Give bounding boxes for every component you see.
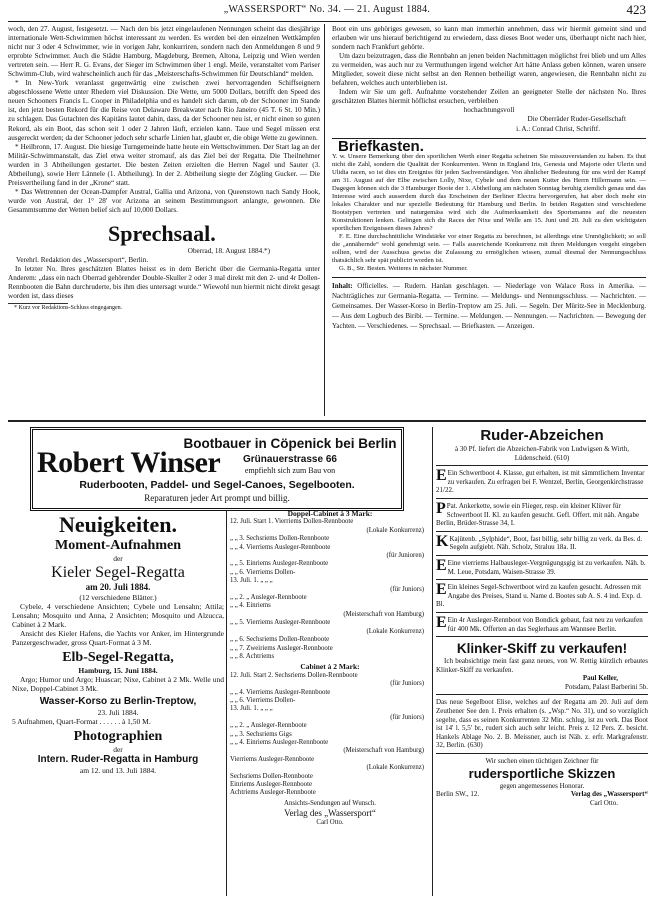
race-label: „ „ 4. Vierriems Ausleger-Rennboote xyxy=(230,543,331,551)
footnote: * Kurz vor Redaktions-Schluss eingegangen. xyxy=(14,305,123,312)
race-label: „ „ 4. Einriems Ausleger-Rennboote xyxy=(230,738,329,746)
classified-ad-text: Ein kleines Segel-Schwertboot wird zu kaufen gesucht. Adressen mit Angabe des Preises, Stand u. Name d. Bootes sub A. S. 4 ind. Exp. d. Bl. xyxy=(436,583,642,609)
kiel-title: Kieler Segel-Regatta xyxy=(51,564,185,581)
race-label: „ „ 3. Sechsriems Gigs xyxy=(230,730,292,738)
elb-text: Argo; Humor und Argo; Huascar; Nixe, Cabinet à 2 Mk. Welle und Nixe, Doppel-Cabinet 3 Mk. xyxy=(12,675,224,693)
race-label: 13. Juli. 1. „ „ „ xyxy=(230,705,273,713)
right-column xyxy=(332,25,646,417)
race-row xyxy=(230,636,430,644)
race-label: „ „ 6. Vierriems Dollen- xyxy=(230,696,296,704)
neuigkeiten-ad xyxy=(12,512,224,896)
news-paragraph: * Das Wettrennen der Ocean-Dampfer Austral, Gallia und Arizona, von Queenstown nach Sandy Hook, wurde von Austral, der 1° 28' vor Arizona an seinem Bestimmungsort anlangte, gewonnen. Die Gesammtsumme der Wetten belief sich auf 10,000 Dollars. xyxy=(8,187,320,214)
winser-name: Robert Winser xyxy=(37,446,221,479)
race-note: (Lokale Konkurrenz) xyxy=(366,764,424,772)
page-header xyxy=(8,4,646,20)
cabinet-heading: Cabinet à 2 Mark: xyxy=(300,662,360,672)
classified-ad-text: Ein Schwertboot 4. Klasse, gut erhalten, ist mit sämmtlichem Inventar zu verkaufen. Zu erfragen bei F. Wentzel, Berlin, Georgenkirchstrasse 21/22. xyxy=(436,469,645,495)
race-row xyxy=(230,602,430,619)
winser-repairs: Reparaturen jeder Art prompt und billig. xyxy=(144,493,290,503)
sprechsaal-text: In letzter No. Ihres geschätzten Blattes heisst es in dem Bericht über die Germania-Regatta unter Anderem: „dass ein nach Oberrad gehörender Double-Skuller 2 oder 3 mal direkt mit den 2- und 4r Dollen-Rennbooten die Bahn durchruderte, bis ihm dies untersagt wurde.“ Wiewohl nun hiermit nicht direkt gesagt worden ist, dass dieses xyxy=(8,265,320,301)
race-label: „ „ 6. Sechsriems Dollen-Rennboote xyxy=(230,636,330,644)
elb-date: Hamburg, 15. Juni 1884. xyxy=(78,666,158,675)
race-row xyxy=(230,672,430,689)
race-label: „ „ 3. Sechsriems Dollen-Rennboote xyxy=(230,535,330,543)
kiel-text-2: Ansicht des Kieler Hafens, die Yachts vor Anker, im Hintergrunde Panzergeschwader, gross Quart-Format à 3 M. xyxy=(12,629,224,647)
classified-ad-text: Pat. Ankerkette, sowie ein Flieger, resp. ein kleiner Klüver für Schwertboot II. Kl. zu kaufen gesucht. Gefl. Offert. mit näh. Angabe Berlin, Brüder-Strasse 34, I. xyxy=(436,501,640,528)
classified-ad: P Pat. Ankerkette, sowie ein Flieger, resp. ein kleiner Klüver für Schwertboot II. Kl. zu kaufen gesucht. Gefl. Offert. mit näh. Angabe Berlin, Brüder-Strasse 34, I. xyxy=(436,499,640,528)
klinker-address: Potsdam, Palast Barberini 5b. xyxy=(564,682,648,691)
race-note: (für Juniors) xyxy=(390,585,424,593)
skizzen-title: rudersportliche Skizzen xyxy=(468,765,616,781)
race-row xyxy=(230,756,430,773)
race-row xyxy=(230,789,430,797)
race-row xyxy=(230,560,430,568)
briefkasten-entry: Y. w. Unsere Bemerkung über den sportlichen Werth einer Regatta scheinen Sie misszuverstanden zu haben. Es thut nicht die Zahl, sondern die Qualität der Konkurrenten. Wenn in England Iris, Genesta und Majorie oder Ulerin und Ulidia racen, so ist dies ein Ereigniss für jeden Sachverständigen. Von ähnlicher Bedeutung für uns wird der Kampf am 31. August auf der Elbe zwischen Lolly, Nixe, Cybele und dem neuen Kutter des Herrn Hillermann sein. — Dagegen können sich die 3 Hamburger Boote der 1. Abtheilung am nächsten Sonntag beruhig ziemlich genau und das Interesse wird auch ausserdem durch das Erscheinen der Berliner Electra hervorgerufen, hat aber doch mehr ein lokales Charakter und nur spezielle Bedeutung für Hamburg und Berlin. In beiden Regatten sind verschiedene Bootstypen vertreten und naturgemäss wird sich die Aufmerksamkeit des Sportsmanns auf die neuesten Konstruktionen lenken. Gelingen sich die Races der Nixe und Welle am 15. Juni und 20. Juli zu den wichtigsten sportlichen Ereignissen dieses Jahres? xyxy=(332,152,646,232)
winser-products: Ruderbooten, Paddel- und Segel-Canoes, Segelbooten. xyxy=(79,479,355,491)
race-note: (für Junioren) xyxy=(386,552,424,560)
letter-signature: Die Oberräder Ruder-Gesellschaft xyxy=(527,115,626,124)
verlag-carl: Carl Otto. xyxy=(316,819,344,827)
race-label: „ „ 7. Zweiriems Ausleger-Rennboote xyxy=(230,644,333,652)
race-label: Sechsriems Dollen-Rennboote xyxy=(230,772,313,780)
race-row xyxy=(230,731,430,739)
letter-paragraph: Indem wir Sie um gefl. Aufnahme vorstehender Zeilen an geeigneter Stelle der nächsten No. Ihres geschätzten Blattes hiermit höflichst ersuchen, verbleiben xyxy=(332,88,646,106)
race-label: „ „ 5. Einriems Ausleger-Rennboote xyxy=(230,560,329,568)
race-note: (Lokale Konkurrenz) xyxy=(366,526,424,534)
korso-text: 5 Aufnahmen, Quart-Format . . . . . . à 1,50 M. xyxy=(12,717,151,726)
race-row xyxy=(230,653,430,661)
race-row xyxy=(230,619,430,636)
classified-ad-text: Kajütenb. „Sylphide“, Boot, fast billig, sehr billig zu verk. da Bes. d. Segeln aufgiebt. Näh. Scholz, Straluu 18a. II. xyxy=(449,534,643,552)
race-row xyxy=(230,645,430,653)
page-header-title: „WASSERSPORT“ No. 34. — 21. August 1884. xyxy=(223,4,431,15)
race-row xyxy=(230,518,430,535)
skizzen-intro: Wir suchen einen tüchtigen Zeichner für xyxy=(485,757,599,766)
race-note: (Lokale Konkurrenz) xyxy=(366,627,424,635)
race-row xyxy=(230,577,430,594)
winser-address: Grünauerstrasse 66 xyxy=(243,454,337,465)
race-label: Vierriems Ausleger-Rennboote xyxy=(230,755,315,763)
race-row xyxy=(230,535,430,543)
letter-paragraph: Boot ein uns gehöriges gewesen, so kann man immerhin annehmen, dass wir hiermit gemeint sind und erlauben wir uns hierauf berichtigend zu erwiedern, dass dieses Boot weder uns, überhaupt nicht nach hier, sondern nach Frankfurt gehörte. xyxy=(332,25,646,52)
elb-title: Elb-Segel-Regatta, xyxy=(62,650,174,665)
race-row xyxy=(230,773,430,781)
race-label: „ „ 8. Achtriems xyxy=(230,652,275,660)
doppel-cabinet-list xyxy=(230,510,430,898)
race-row xyxy=(230,544,430,561)
winser-line: Bootbauer in Cöpenick bei Berlin xyxy=(183,436,397,451)
classified-ad: E Ein Schwertboot 4. Klasse, gut erhalten, ist mit sämmtlichem Inventar zu verkaufen. Zu erfragen bei F. Wentzel, Berlin, Georgenkirchstrasse 21/22. xyxy=(436,467,645,495)
classified-ad: E Ein 4r Ausleger-Rennboot von Bondick gebaut, fast neu zu verkaufen für 400 Mk. Offerten an das Seglerhaus am Wannsee Berlin. xyxy=(436,613,643,633)
race-row xyxy=(230,569,430,577)
race-label: Achtriems Ausleger-Rennboote xyxy=(230,789,316,797)
intern-title: Intern. Ruder-Regatta in Hamburg xyxy=(37,754,199,765)
race-row xyxy=(230,705,430,722)
race-label: 13. Juli. 1. „ „ „ xyxy=(230,577,273,585)
kiel-text: Cybele, 4 verschiedene Ansichten; Cybele und Lensahn; Attila; Lensahn; Mosquito und Anna, 2 Ansichten; Mosquito und Alzucca, Cabinet à 2 Mark. xyxy=(12,602,224,629)
letter-signature-2: i. A.: Conrad Christ, Schriftf. xyxy=(516,124,600,133)
section-rule xyxy=(8,420,646,422)
sprechsaal-address: Verehrl. Redaktion des „Wassersport“, Berlin. xyxy=(16,256,149,265)
korso-date: 23. Juli 1884. xyxy=(97,708,139,717)
der-label: der xyxy=(113,554,123,563)
photo-title: Photographien xyxy=(73,729,163,744)
race-label: „ „ 6. Vierriems Dollen- xyxy=(230,568,296,576)
intern-date: am 12. und 13. Juli 1884. xyxy=(79,766,157,775)
race-row xyxy=(230,697,430,705)
race-label: „ „ 5. Vierriems Ausleger-Rennboote xyxy=(230,619,331,627)
briefkasten-entry: F. E. Eine durchschnittliche Windstärke vor einer Regatta zu berechnen, ist allerdings eine Unmöglichkeit; so soll die „annähernde“ wohl genehmigt sein. — Falls ausreichende Konkurrenz mit ihren Meldungen vorgeht eingeben sollten, wird der Ausschuss gewiss die Zulassung zu ermöglichen wissen, zumal diesmal der Nennungsschluss thatsächlich sehr spät publicirt worden ist. xyxy=(332,232,646,264)
race-row xyxy=(230,594,430,602)
column-divider xyxy=(324,24,325,416)
race-label: „ „ 2. „ Ausleger-Rennboote xyxy=(230,594,307,602)
race-row xyxy=(230,739,430,756)
winser-line: empfiehlt sich zum Bau von xyxy=(244,466,336,475)
klinker-title: Klinker-Skiff zu verkaufen! xyxy=(456,641,628,657)
race-row xyxy=(230,781,430,789)
winser-ad xyxy=(30,427,404,511)
skizzen-carl: Carl Otto. xyxy=(590,798,618,807)
photo-der: der xyxy=(113,745,123,754)
abzeichen-text: à 30 Pf. liefert die Abzeichen-Fabrik von Ludwigsen & Wirth, Lüdenscheid. (610) xyxy=(455,445,629,462)
verlag-label: Verlag des „Wassersport“ xyxy=(284,808,376,819)
elise-ad: Das neue Segelboot Elise, welches auf der Regatta am 20. Juli auf dem Zeuthener See den 1. Preis erhalten (s. „Wsp.“ No. 31), und so vorzüglich segelte, dass es seinen Konkurrenten 32 Min. schlug, ist zu verk. Das Boot ist 14' l. 5,5' br., rudert sich auch sehr leicht. Preis z. 12 Pers. Z. besicht. Hankels Ablage No. 2. B. Meissner, auch ist Näh. z. erfr. Markgrafenstr. 32, Berlin. (630) xyxy=(436,698,648,750)
briefkasten-entry: G. B., Str. Besten. Weiteres in nächster Nummer. xyxy=(339,264,468,272)
race-row xyxy=(230,689,430,697)
abzeichen-title: Ruder-Abzeichen xyxy=(480,427,604,444)
skizzen-text: gegen angemessenes Honorar. xyxy=(499,781,585,790)
kiel-subtitle: (12 verschiedene Blätter.) xyxy=(79,593,157,602)
classified-ads xyxy=(436,427,648,897)
letter-closing: hochachtungsvoll xyxy=(463,106,515,115)
sprechsaal-title: Sprechsaal. xyxy=(108,220,216,246)
race-note: (für Juniors) xyxy=(390,713,424,721)
inhalt-text: Officielles. — Rudern. Hanlan geschlagen. — Niederlage von Walace Ross in Amerika. — Nachträgliches zur Germania-Regatta. — Termine. — Meldungs- und Nennungsschluss. — Nachrichten. — Gemeinsames. Der Wasser-Korso in Berlin-Treptow am 25. Juli. — Segeln. Der Müritz-See in Mecklenburg. — Aus dem Logbuch des Biribi. — Termine. — Meldungen. — Nennungen. — Nachrichten. — Bewegung der Yachten. — Verschiedenes. — Sprechsaal. — Briefkasten. — Anzeigen. xyxy=(332,281,646,330)
race-note: (Meisterschaft von Hamburg) xyxy=(343,610,424,618)
kiel-date: am 20. Juli 1884. xyxy=(85,582,151,592)
news-paragraph: * Heilbronn, 17. August. Die hiesige Turngemeinde hatte heute ein Wettschwimmen. Der Start lag an der Militär-Schwimmanstalt, das Ziel etwa weiter stromauf, als das Ziel bei der Regatta. Die Theilnehmer wurden in 3 Abtheilungen gestartet. Die besten Zeiten erzielten die Herren Nagel und Sauter (3. Abtheilung), sowie Herr Lännele (1. Abtheilung). In der 2. Abtheilung siegte der Zögling Gucker. — Die Preisvertheilung fand in der „Krone“ statt. xyxy=(8,142,320,187)
left-column xyxy=(8,25,320,415)
race-label: 12. Juli. Start 1. Vierriems Dollen-Rennboote xyxy=(230,518,354,526)
news-paragraph: * In New-York veranlasst gegenwärtig eine zwischen zwei hervorragenden Schiffseignern abgeschlossene Wette unter Rhedern viel Diskussion. Die Wette, um 5000 Dollars, betrifft den Speed des neuen Schooners Francis L. Cooper in Philadelphia und es handelt sich darum, ob der Schooner im Stande ist, den jetzt besten Rekord für die Reise von Delaware Breakwater nach Rio Janeiro (45 T. 6 St. 10 Min.) zu schlagen. Das Gutachten des Kapitäns lautet dahin, dass, da der Schooner neu ist, er nicht einen so guten Rekord, als ein Boot, das schon seit 1 oder 2 Jahren läuft, erzielen kann. Taue und Segel müssen erst ausgereckt werden; da der Schooner jedoch sehr scharfe Linien hat, glaubt er, die obige Wette zu gewinnen. xyxy=(8,79,320,142)
skizzen-address: Berlin SW., 12. xyxy=(436,790,480,799)
ad-divider xyxy=(226,510,227,896)
moment-title: Moment-Aufnahmen xyxy=(55,538,181,553)
ansichts-sendungen: Ansichts-Sendungen auf Wunsch. xyxy=(284,799,376,807)
classified-ad-text: Ein 4r Ausleger-Rennboot von Bondick gebaut, fast neu zu verkaufen für 400 Mk. Offerten an das Seglerhaus am Wannsee Berlin. xyxy=(447,615,643,633)
header-rule xyxy=(8,21,646,22)
briefkasten-title: Briefkasten. xyxy=(338,137,424,155)
race-row xyxy=(230,722,430,730)
race-label: „ „ 4. Vierriems Ausleger-Rennboote xyxy=(230,688,331,696)
classified-ad-text: Eine vierriems Halbausleger-Vergnügungsgig ist zu verkaufen. Näh. b. M. Leue, Potsdam, Waisen-Strasse 39. xyxy=(447,558,646,576)
race-label: 12. Juli. Start 2. Sechsriems Dollen-Rennboote xyxy=(230,671,358,679)
doppel-heading: Doppel-Cabinet à 3 Mark: xyxy=(287,510,373,518)
race-label: „ „ 2. „ Ausleger-Rennboote xyxy=(230,722,307,730)
klinker-name: Paul Keller, xyxy=(582,674,618,683)
skizzen-verlag: Verlag des „Wassersport“ xyxy=(570,790,648,799)
classified-ad: E Ein kleines Segel-Schwertboot wird zu kaufen gesucht. Adressen mit Angabe des Preises, Stand u. Name d. Bootes sub A. S. 4 ind. Exp. d. Bl. xyxy=(436,581,642,609)
page-number: 423 xyxy=(626,2,646,17)
inhalt-label: Inhalt: xyxy=(332,281,353,290)
classified-ad: K Kajütenb. „Sylphide“, Boot, fast billig, sehr billig zu verk. da Bes. d. Segeln aufgiebt. Näh. Scholz, Straluu 18a. II. xyxy=(436,532,643,552)
news-paragraph: woch, den 27. August, festgesetzt. — Nach den bis jetzt eingelaufenen Nennungen scheint das diesjährige internationale Wett-Schwimmen höchst interessant zu werden. Es werden bei den einzelnen Wettkämpfen nicht nur 3 oder 4 Schwimmer, wie in vorigen Jahr, konkurriren, sondern nach den Anmeldungen 8 und 9 erprobte Schwimmer. Auch die Städte Hamburg, Magdeburg, Bremen, Altona, Leipzig und Wien werden vertreten sein. — Herr R. G. Evans, der Sieger im Schwimmen über 1 engl. Meile, veranstaltet vom Pariser Schwimm-Club, wird wahrscheinlich auch für das „Meisterschafts-Schwimmen für Deutschland“ melden. xyxy=(8,25,320,79)
race-note: (Meisterschaft von Hamburg) xyxy=(343,747,424,755)
ad-divider xyxy=(432,427,433,896)
klinker-text: Ich beabsichtige mein fast ganz neues, von W. Rettig kürzlich erbautes Klinker-Skiff zu verkaufen. xyxy=(436,657,648,674)
neuigkeiten-title: Neuigkeiten. xyxy=(59,512,177,537)
letter-paragraph: Um dazu beizutragen, dass die Rennbahn an jenen beiden Nachmittagen möglichst frei blieb und um Alles zu vermeiden, was auch nur zu Vermuthungen irgend welcher Art hätte Anlass geben können, waren unsere Mitglieder, soweit diese nicht selbst an den Rennen betheiligt waren, angewiesen, die Rennbahn nicht zu befahren, welches auch unterblieben ist. xyxy=(332,52,646,88)
race-note: (für Juniors) xyxy=(390,680,424,688)
sprechsaal-date: Oberrad, 18. August 1884.*) xyxy=(187,246,270,255)
race-label: „ „ 4. Einriems xyxy=(230,602,271,610)
korso-title: Wasser-Korso zu Berlin-Treptow, xyxy=(39,696,197,707)
race-label: Einriems Ausleger-Rennboote xyxy=(230,781,312,788)
classified-ad: E Eine vierriems Halbausleger-Vergnügungsgig ist zu verkaufen. Näh. b. M. Leue, Potsdam, Waisen-Strasse 39. xyxy=(436,556,646,576)
